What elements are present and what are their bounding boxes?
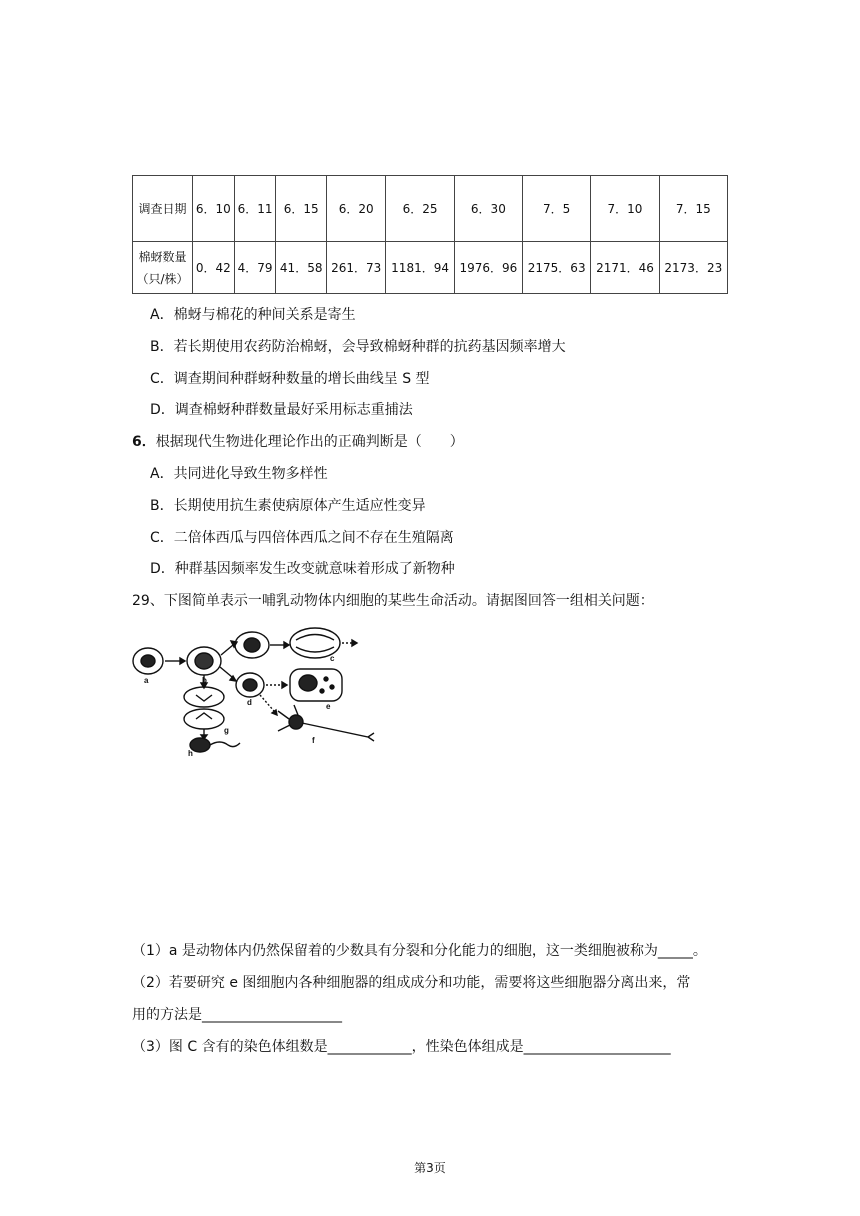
q5-option-d: D．调查棉蚜种群数量最好采用标志重捕法 [150,402,413,418]
q29-sub1: （1）a 是动物体内仍然保留着的少数具有分裂和分化能力的细胞，这一类细胞被称为_____。 [132,943,707,959]
table-cell: 7．5 [523,176,591,242]
q6-option-c: C．二倍体西瓜与四倍体西瓜之间不存在生殖隔离 [150,530,454,546]
label-f: f [312,736,315,745]
q29-stem: 29、下图简单表示一哺乳动物体内细胞的某些生命活动。请据图回答一组相关问题： [132,593,654,609]
q6-option-a: A．共同进化导致生物多样性 [150,466,328,482]
table-cell: 6．15 [276,176,327,242]
label-d: d [247,698,252,707]
header-line: （只/株） [136,271,189,286]
table-cell: 7．15 [659,176,727,242]
cell-h [190,738,210,752]
table-cell: 1976．96 [454,242,522,294]
table-cell: 6．10 [193,176,235,242]
table-cell: 4．79 [234,242,276,294]
label-g: g [224,726,229,735]
cotton-aphid-survey-table [132,175,728,294]
table-cell: 6．30 [454,176,522,242]
table-row [133,176,728,242]
label-e: e [326,702,331,711]
cell-activity-diagram [128,627,380,757]
table-cell: 6．20 [326,176,385,242]
table-cell: 261．73 [326,242,385,294]
q6-option-d: D．种群基因频率发生改变就意味着形成了新物种 [150,561,455,577]
q29-sub2-line2: 用的方法是____________________ [132,1007,342,1023]
table-cell: 0．42 [193,242,235,294]
q5-option-a: A．棉蚜与棉花的种间关系是寄生 [150,307,356,323]
table-cell: 6．25 [386,176,454,242]
cell-g [184,709,224,729]
table-cell: 2171．46 [591,242,659,294]
q29-sub3: （3）图 C 含有的染色体组数是____________，性染色体组成是_____________________ [132,1039,671,1055]
question-text: 根据现代生物进化理论作出的正确判断是（ ） [155,434,464,450]
table-cell: 6．11 [234,176,276,242]
q6-option-b: B．长期使用抗生素使病原体产生适应性变异 [150,498,426,514]
label-a: a [144,676,149,685]
table-cell: 1181．94 [386,242,454,294]
table-header-count [133,242,193,294]
table-cell: 2175．63 [523,242,591,294]
label-h: h [188,749,193,757]
q6-stem [132,431,464,451]
q29-sub2-line1: （2）若要研究 e 图细胞内各种细胞器的组成成分和功能，需要将这些细胞器分离出来，常 [132,975,691,991]
label-b: b [202,676,207,685]
q5-option-c: C．调查期间种群蚜种数量的增长曲线呈 S 型 [150,371,430,387]
q5-option-b: B．若长期使用农药防治棉蚜，会导致棉蚜种群的抗药基因频率增大 [150,339,566,355]
question-number: 6． [132,434,156,450]
table-header-date: 调查日期 [133,176,193,242]
page-number: 第3页 [414,1161,446,1175]
table-cell: 41．58 [276,242,327,294]
table-row [133,242,728,294]
table-cell: 7．10 [591,176,659,242]
header-line: 棉蚜数量 [138,249,187,264]
cell-f [289,715,303,729]
label-c: c [330,654,335,663]
table-cell: 2173．23 [659,242,727,294]
